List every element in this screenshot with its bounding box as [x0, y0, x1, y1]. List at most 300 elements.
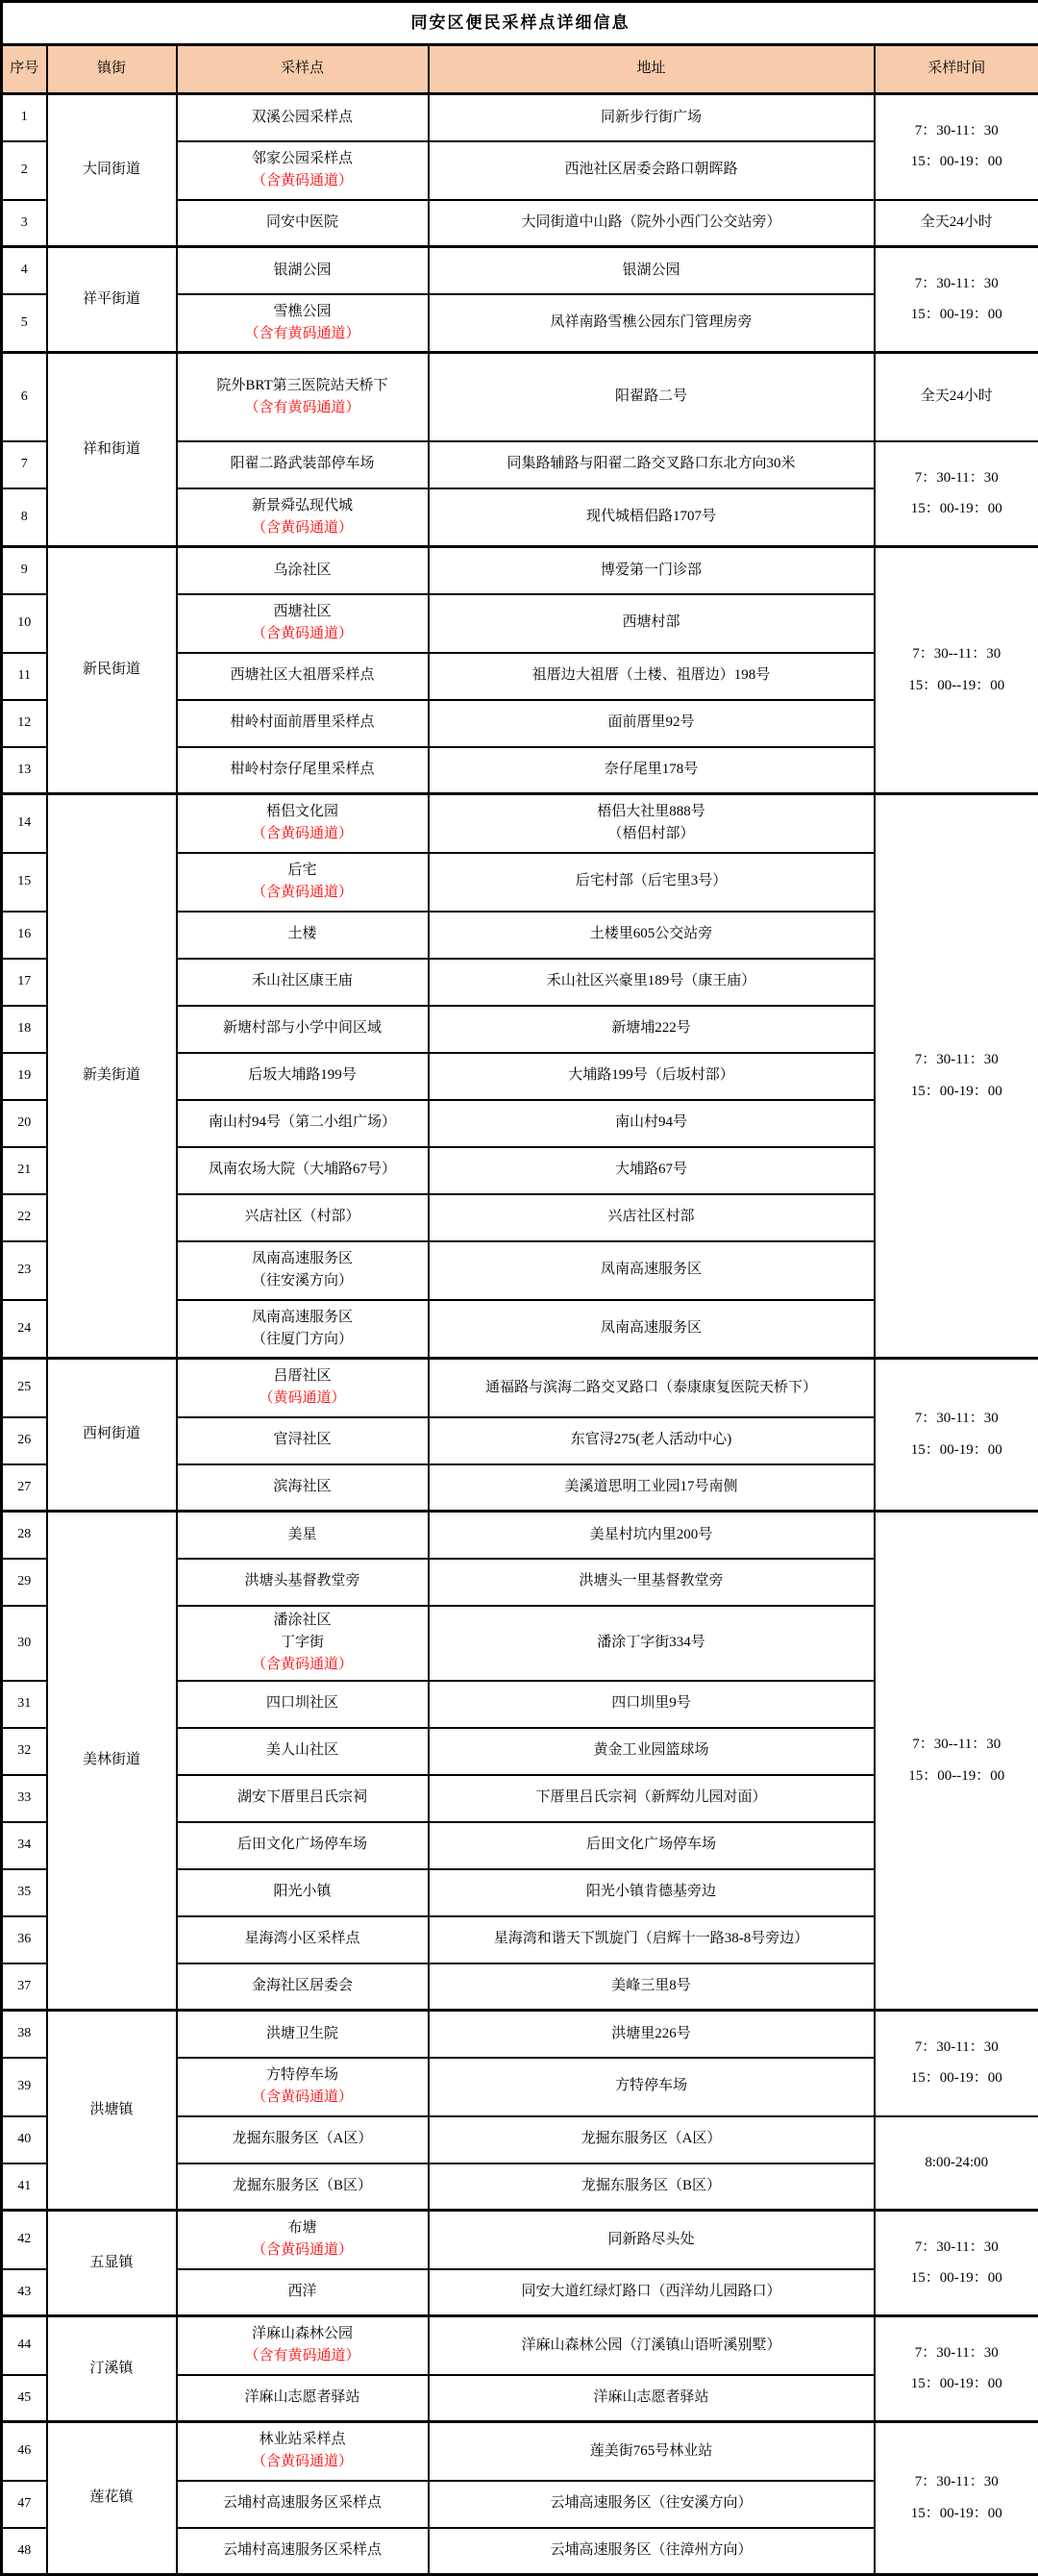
address-cell: [429, 1194, 875, 1241]
text-line: 凤南高速服务区: [182, 1307, 424, 1329]
address-cell: [429, 1916, 875, 1963]
town-cell: [47, 547, 177, 794]
text-line: 西池社区居委会路口朝晖路: [433, 159, 870, 181]
text-line: 7：30-11：30: [879, 2342, 1035, 2364]
text-line: 大同街道中山路（院外小西门公交站旁）: [433, 212, 870, 234]
site-cell: [177, 2528, 429, 2575]
text-line: 阳光小镇肯德基旁边: [433, 1881, 870, 1903]
text-line: 36: [7, 1929, 42, 1950]
table-row: [2, 794, 1038, 853]
text-line: 龙掘东服务区（B区）: [433, 2175, 870, 2197]
row-number-cell: [2, 2528, 47, 2575]
text-line: 8:00-24:00: [879, 2152, 1035, 2174]
text-line: 云埔村高速服务区采样点: [182, 2539, 424, 2562]
text-line: 后宅: [182, 860, 424, 882]
site-cell: [177, 441, 429, 488]
text-line: 祖厝边大祖厝（土楼、祖厝边）198号: [433, 664, 870, 687]
text-line: （梧侣村部）: [433, 823, 870, 845]
text-line: 阳翟二路武装部停车场: [182, 453, 424, 475]
site-cell: [177, 247, 429, 294]
text-line: 黄金工业园篮球场: [433, 1739, 870, 1762]
site-cell: [177, 912, 429, 959]
text-line: 汀溪镇: [52, 2358, 172, 2380]
text-line: 7：30-11：30: [879, 120, 1035, 142]
table-row: [2, 547, 1038, 594]
text-line: 15：00-19：00: [879, 304, 1035, 326]
text-line: 凤祥南路雪樵公园东门管理房旁: [433, 312, 870, 334]
text-line: 37: [7, 1976, 42, 1997]
text-line: 15：00-19：00: [879, 151, 1035, 173]
text-line: 美人山社区: [182, 1739, 424, 1762]
yellow-code-note: （含有黄码通道）: [182, 323, 424, 345]
site-cell: [177, 2011, 429, 2058]
text-line: 27: [7, 1477, 42, 1498]
site-cell: [177, 853, 429, 912]
address-cell: [429, 747, 875, 794]
site-cell: [177, 547, 429, 594]
text-line: 美星: [182, 1524, 424, 1546]
text-line: 同安中医院: [182, 212, 424, 234]
text-line: 12: [7, 713, 42, 734]
site-cell: [177, 1006, 429, 1053]
site-cell: [177, 1869, 429, 1916]
text-line: 兴店社区村部: [433, 1206, 870, 1228]
col-header-time: 采样时间: [875, 45, 1038, 94]
yellow-code-note: （含黄码通道）: [182, 623, 424, 645]
address-cell: [429, 2116, 875, 2163]
table-row: [2, 2011, 1038, 2058]
address-cell: [429, 594, 875, 653]
text-line: 32: [7, 1740, 42, 1762]
text-line: 24: [7, 1318, 42, 1339]
text-line: 梧侣文化园: [182, 801, 424, 823]
text-line: 林业站采样点: [182, 2429, 424, 2451]
address-cell: [429, 2163, 875, 2211]
text-line: 五显镇: [52, 2252, 172, 2274]
text-line: 邻家公园采样点: [182, 148, 424, 170]
site-cell: [177, 653, 429, 700]
address-cell: [429, 1728, 875, 1775]
text-line: 7：30-11：30: [879, 273, 1035, 295]
address-cell: [429, 794, 875, 853]
text-line: 洪塘镇: [52, 2099, 172, 2121]
text-line: 柑岭村面前厝里采样点: [182, 712, 424, 734]
site-cell: [177, 747, 429, 794]
text-line: 洪塘头一里基督教堂旁: [433, 1570, 870, 1592]
row-number-cell: [2, 653, 47, 700]
time-cell: [875, 200, 1038, 247]
text-line: 23: [7, 1260, 42, 1281]
text-line: 南山村94号（第二小组广场）: [182, 1112, 424, 1134]
site-cell: [177, 2422, 429, 2481]
row-number-cell: [2, 1359, 47, 1417]
text-line: 7：30-11：30: [879, 1049, 1035, 1071]
time-cell: [875, 2011, 1038, 2116]
row-number-cell: [2, 594, 47, 653]
text-line: 四口圳里9号: [433, 1692, 870, 1714]
text-line: 11: [7, 665, 42, 687]
text-line: 大埔路67号: [433, 1159, 870, 1181]
time-cell: [875, 94, 1038, 200]
text-line: 龙掘东服务区（B区）: [182, 2175, 424, 2197]
site-cell: [177, 2375, 429, 2422]
site-cell: [177, 2316, 429, 2375]
address-cell: [429, 1006, 875, 1053]
row-number-cell: [2, 1464, 47, 1512]
text-line: 吕厝社区: [182, 1365, 424, 1388]
yellow-code-note: （黄码通道）: [182, 1388, 424, 1410]
text-line: 西柯街道: [52, 1423, 172, 1445]
text-line: 19: [7, 1065, 42, 1087]
address-cell: [429, 441, 875, 488]
text-line: 美溪道思明工业园17号南侧: [433, 1476, 870, 1498]
text-line: 全天24小时: [879, 386, 1035, 408]
text-line: 洋麻山森林公园: [182, 2323, 424, 2345]
site-cell: [177, 959, 429, 1006]
site-cell: [177, 1053, 429, 1100]
text-line: 33: [7, 1788, 42, 1809]
col-header-no: 序号: [2, 45, 47, 94]
row-number-cell: [2, 2211, 47, 2269]
town-cell: [47, 1359, 177, 1512]
address-cell: [429, 1464, 875, 1512]
address-cell: [429, 488, 875, 547]
text-line: 34: [7, 1835, 42, 1856]
text-line: 潘涂社区: [182, 1610, 424, 1632]
text-line: 云埔高速服务区（往漳州方向）: [433, 2539, 870, 2562]
row-number-cell: [2, 2058, 47, 2116]
text-line: 滨海社区: [182, 1476, 424, 1498]
text-line: 15：00-19：00: [879, 2067, 1035, 2089]
text-line: 40: [7, 2129, 42, 2150]
text-line: 47: [7, 2493, 42, 2514]
site-cell: [177, 200, 429, 247]
text-line: 官浔社区: [182, 1429, 424, 1451]
site-cell: [177, 2481, 429, 2528]
address-cell: [429, 1512, 875, 1559]
text-line: 雪樵公园: [182, 301, 424, 323]
text-line: 布塘: [182, 2217, 424, 2239]
address-cell: [429, 1359, 875, 1417]
yellow-code-note: （含有黄码通道）: [182, 2345, 424, 2367]
text-line: 博爱第一门诊部: [433, 560, 870, 582]
row-number-cell: [2, 912, 47, 959]
site-cell: [177, 353, 429, 441]
row-number-cell: [2, 2316, 47, 2375]
text-line: 18: [7, 1018, 42, 1039]
text-line: 新景舜弘现代城: [182, 495, 424, 517]
text-line: 20: [7, 1113, 42, 1134]
address-cell: [429, 959, 875, 1006]
text-line: 31: [7, 1693, 42, 1714]
row-number-cell: [2, 1559, 47, 1606]
text-line: 洋麻山志愿者驿站: [182, 2387, 424, 2409]
row-number-cell: [2, 959, 47, 1006]
row-number-cell: [2, 200, 47, 247]
site-cell: [177, 1606, 429, 1681]
row-number-cell: [2, 1300, 47, 1359]
site-cell: [177, 1822, 429, 1869]
row-number-cell: [2, 94, 47, 141]
time-cell: [875, 2422, 1038, 2575]
text-line: 龙掘东服务区（A区）: [433, 2128, 870, 2150]
time-cell: [875, 2211, 1038, 2316]
site-cell: [177, 94, 429, 141]
text-line: （往厦门方向）: [182, 1329, 424, 1351]
site-cell: [177, 1512, 429, 1559]
site-cell: [177, 794, 429, 853]
address-cell: [429, 1822, 875, 1869]
address-cell: [429, 1053, 875, 1100]
table-row: [2, 353, 1038, 441]
text-line: 星海湾和谐天下凯旋门（启辉十一路38-8号旁边）: [433, 1928, 870, 1950]
yellow-code-note: （含黄码通道）: [182, 170, 424, 192]
text-line: 7：30--11：30: [879, 643, 1035, 665]
text-line: 四口圳社区: [182, 1692, 424, 1714]
town-cell: [47, 2211, 177, 2316]
row-number-cell: [2, 547, 47, 594]
text-line: 丁字街: [182, 1632, 424, 1654]
col-header-address: 地址: [429, 45, 875, 94]
text-line: 金海社区居委会: [182, 1975, 424, 1997]
site-cell: [177, 1100, 429, 1147]
town-cell: [47, 2316, 177, 2422]
row-number-cell: [2, 2375, 47, 2422]
site-cell: [177, 1963, 429, 2011]
text-line: 1: [7, 107, 42, 128]
text-line: 兴店社区（村部）: [182, 1206, 424, 1228]
text-line: （往安溪方向）: [182, 1270, 424, 1292]
text-line: 5: [7, 313, 42, 334]
row-number-cell: [2, 1006, 47, 1053]
text-line: 西洋: [182, 2281, 424, 2303]
site-cell: [177, 2211, 429, 2269]
row-number-cell: [2, 1728, 47, 1775]
text-line: 8: [7, 507, 42, 528]
text-line: 凤南农场大院（大埔路67号）: [182, 1159, 424, 1181]
text-line: 15：00-19：00: [879, 1439, 1035, 1462]
time-cell: [875, 794, 1038, 1359]
row-number-cell: [2, 700, 47, 747]
text-line: 25: [7, 1377, 42, 1398]
town-cell: [47, 1512, 177, 2011]
site-cell: [177, 1359, 429, 1417]
text-line: 48: [7, 2540, 42, 2562]
address-cell: [429, 653, 875, 700]
page-title: 同安区便民采样点详细信息: [2, 2, 1038, 45]
row-number-cell: [2, 2481, 47, 2528]
text-line: 院外BRT第三医院站天桥下: [182, 375, 424, 397]
text-line: 22: [7, 1207, 42, 1228]
text-line: 美林街道: [52, 1749, 172, 1771]
text-line: 潘涂丁字街334号: [433, 1632, 870, 1654]
town-cell: [47, 353, 177, 547]
text-line: 43: [7, 2282, 42, 2303]
time-cell: [875, 441, 1038, 547]
text-line: 云埔高速服务区（往安溪方向）: [433, 2492, 870, 2514]
text-line: 禾山社区康王庙: [182, 970, 424, 992]
text-line: 7: [7, 454, 42, 475]
town-cell: [47, 794, 177, 1359]
text-line: 方特停车场: [182, 2064, 424, 2087]
text-line: 阳翟路二号: [433, 386, 870, 408]
site-cell: [177, 1464, 429, 1512]
row-number-cell: [2, 1417, 47, 1464]
text-line: 下厝里吕氏宗祠（新辉幼儿园对面）: [433, 1787, 870, 1809]
address-cell: [429, 2011, 875, 2058]
text-line: 42: [7, 2229, 42, 2250]
row-number-cell: [2, 853, 47, 912]
text-line: 洋麻山志愿者驿站: [433, 2387, 870, 2409]
text-line: 后宅村部（后宅里3号）: [433, 870, 870, 892]
yellow-code-note: （含黄码通道）: [182, 823, 424, 845]
row-number-cell: [2, 1963, 47, 2011]
text-line: 西塘社区大祖厝采样点: [182, 664, 424, 687]
text-line: 凤南高速服务区: [433, 1259, 870, 1281]
address-cell: [429, 1775, 875, 1822]
address-cell: [429, 2422, 875, 2481]
text-line: 13: [7, 760, 42, 781]
text-line: 41: [7, 2176, 42, 2197]
text-line: 莲美街765号林业站: [433, 2440, 870, 2463]
site-cell: [177, 594, 429, 653]
text-line: 15: [7, 871, 42, 892]
address-cell: [429, 1606, 875, 1681]
text-line: 7：30-11：30: [879, 2037, 1035, 2059]
row-number-cell: [2, 2422, 47, 2481]
text-line: 祥平街道: [52, 288, 172, 311]
text-line: 洪塘头基督教堂旁: [182, 1570, 424, 1592]
text-line: 银湖公园: [433, 260, 870, 282]
text-line: 38: [7, 2023, 42, 2044]
row-number-cell: [2, 1775, 47, 1822]
site-cell: [177, 2058, 429, 2116]
site-cell: [177, 1194, 429, 1241]
site-cell: [177, 1300, 429, 1359]
col-header-town: 镇街: [47, 45, 177, 94]
text-line: 28: [7, 1524, 42, 1545]
text-line: 美星村坑内里200号: [433, 1524, 870, 1546]
text-line: 洋麻山森林公园（汀溪镇山语听溪别墅）: [433, 2335, 870, 2357]
address-cell: [429, 2058, 875, 2116]
site-cell: [177, 1681, 429, 1728]
row-number-cell: [2, 353, 47, 441]
address-cell: [429, 853, 875, 912]
address-cell: [429, 2375, 875, 2422]
address-cell: [429, 2211, 875, 2269]
row-number-cell: [2, 488, 47, 547]
text-line: 柑岭村奈仔尾里采样点: [182, 759, 424, 781]
text-line: 7：30-11：30: [879, 2471, 1035, 2493]
site-cell: [177, 700, 429, 747]
row-number-cell: [2, 1869, 47, 1916]
table-row: [2, 247, 1038, 294]
text-line: 45: [7, 2388, 42, 2409]
row-number-cell: [2, 1053, 47, 1100]
address-cell: [429, 1417, 875, 1464]
row-number-cell: [2, 1916, 47, 1963]
address-cell: [429, 94, 875, 141]
row-number-cell: [2, 141, 47, 200]
yellow-code-note: （含黄码通道）: [182, 2087, 424, 2109]
text-line: 洪塘里226号: [433, 2023, 870, 2045]
site-cell: [177, 2116, 429, 2163]
row-number-cell: [2, 441, 47, 488]
row-number-cell: [2, 1147, 47, 1194]
text-line: 同新路尽头处: [433, 2229, 870, 2251]
text-line: 双溪公园采样点: [182, 107, 424, 129]
row-number-cell: [2, 1512, 47, 1559]
text-line: 银湖公园: [182, 260, 424, 282]
text-line: 阳光小镇: [182, 1881, 424, 1903]
text-line: 35: [7, 1882, 42, 1903]
text-line: 祥和街道: [52, 438, 172, 461]
address-cell: [429, 547, 875, 594]
text-line: 15：00--19：00: [879, 1765, 1035, 1788]
text-line: 21: [7, 1160, 42, 1181]
table-row: [2, 1512, 1038, 1559]
text-line: 土楼里605公交站旁: [433, 923, 870, 945]
text-line: 15：00--19：00: [879, 675, 1035, 697]
row-number-cell: [2, 1194, 47, 1241]
row-number-cell: [2, 294, 47, 353]
text-line: 46: [7, 2440, 42, 2462]
text-line: 7：30--11：30: [879, 1734, 1035, 1756]
row-number-cell: [2, 1681, 47, 1728]
address-cell: [429, 1100, 875, 1147]
address-cell: [429, 141, 875, 200]
address-cell: [429, 2481, 875, 2528]
yellow-code-note: （含有黄码通道）: [182, 397, 424, 419]
text-line: 东官浔275(老人活动中心): [433, 1429, 870, 1451]
table-row: [2, 1359, 1038, 1417]
time-cell: [875, 2316, 1038, 2422]
site-cell: [177, 1775, 429, 1822]
text-line: 4: [7, 260, 42, 281]
text-line: 44: [7, 2335, 42, 2356]
row-number-cell: [2, 1822, 47, 1869]
text-line: 15：00-19：00: [879, 2503, 1035, 2525]
text-line: 9: [7, 560, 42, 581]
text-line: 奈仔尾里178号: [433, 759, 870, 781]
time-cell: [875, 353, 1038, 441]
address-cell: [429, 700, 875, 747]
table-body: [2, 94, 1038, 2575]
text-line: 同新步行街广场: [433, 107, 870, 129]
site-cell: [177, 1559, 429, 1606]
site-cell: [177, 294, 429, 353]
address-cell: [429, 353, 875, 441]
time-cell: [875, 2116, 1038, 2211]
text-line: 面前厝里92号: [433, 712, 870, 734]
yellow-code-note: （含黄码通道）: [182, 2239, 424, 2262]
row-number-cell: [2, 747, 47, 794]
text-line: 26: [7, 1430, 42, 1451]
col-header-site: 采样点: [177, 45, 429, 94]
time-cell: [875, 1359, 1038, 1512]
site-cell: [177, 1916, 429, 1963]
text-line: 洪塘卫生院: [182, 2023, 424, 2045]
address-cell: [429, 2528, 875, 2575]
text-line: 通福路与滨海二路交叉路口（泰康康复医院天桥下）: [433, 1377, 870, 1399]
text-line: 6: [7, 387, 42, 408]
text-line: 湖安下厝里吕氏宗祠: [182, 1787, 424, 1809]
site-cell: [177, 488, 429, 547]
text-line: 乌涂社区: [182, 560, 424, 582]
row-number-cell: [2, 247, 47, 294]
text-line: 15：00-19：00: [879, 2373, 1035, 2395]
row-number-cell: [2, 2116, 47, 2163]
